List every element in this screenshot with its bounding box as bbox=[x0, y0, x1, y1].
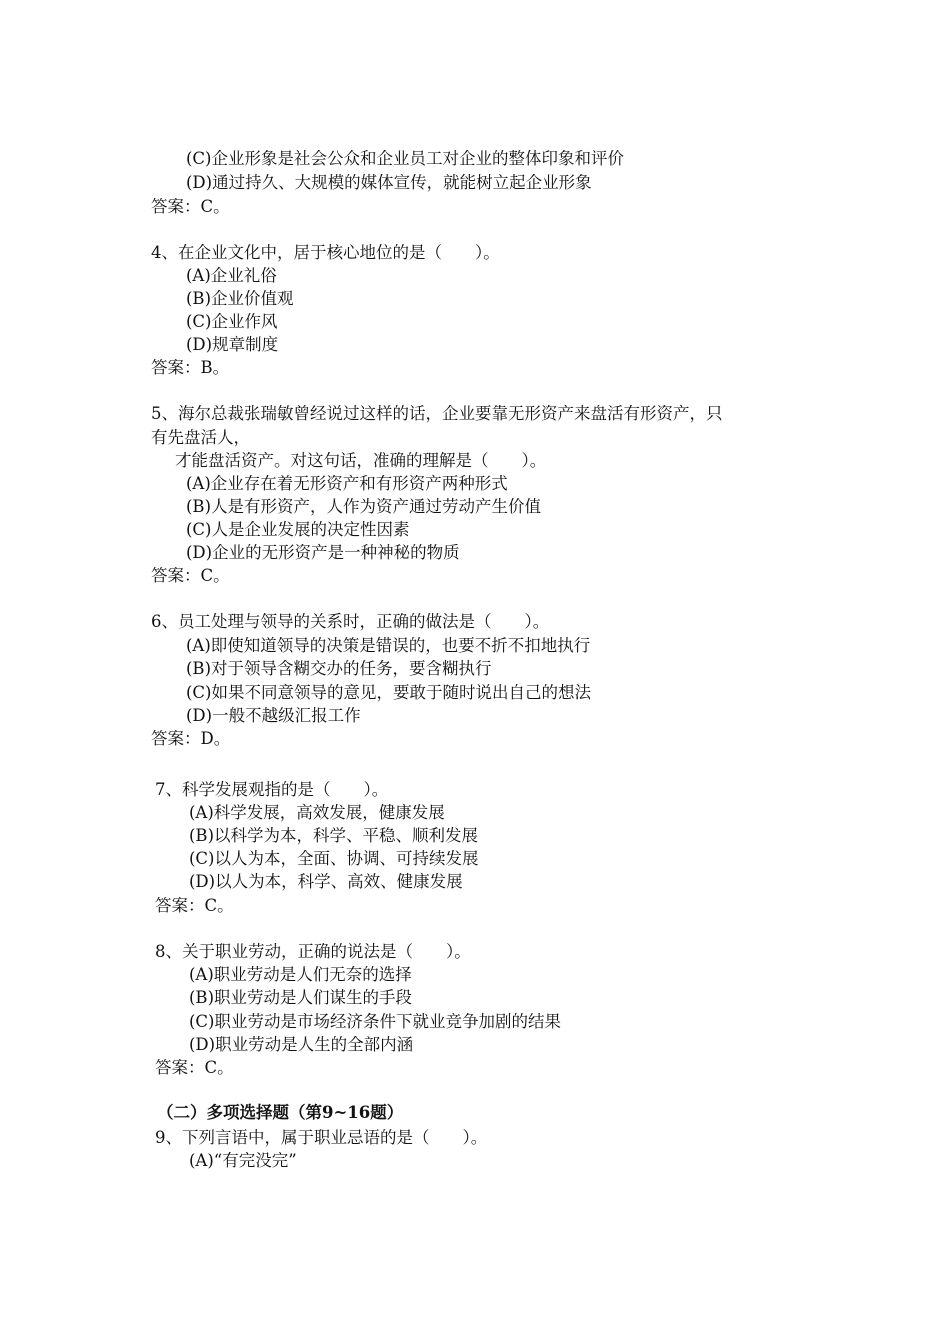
q5-stem-line-3: 才能盘活资产。对这句话，准确的理解是（ ）。 bbox=[175, 451, 547, 470]
q6-option-b: (B)对于领导含糊交办的任务，要含糊执行 bbox=[186, 659, 492, 678]
q8-answer: 答案：C。 bbox=[155, 1058, 234, 1077]
q6-option-a: (A)即使知道领导的决策是错误的，也要不折不扣地执行 bbox=[186, 636, 591, 655]
q6-answer: 答案：D。 bbox=[151, 729, 231, 748]
q5-stem-line-2: 有先盘活人， bbox=[151, 428, 250, 447]
q4-stem: 4、在企业文化中，居于核心地位的是（ ）。 bbox=[151, 243, 500, 262]
q5-option-b: (B)人是有形资产，人作为资产通过劳动产生价值 bbox=[186, 497, 541, 516]
q7-option-a: (A)科学发展，高效发展，健康发展 bbox=[189, 803, 445, 822]
q5-answer: 答案：C。 bbox=[151, 566, 230, 585]
q3-answer: 答案：C。 bbox=[151, 197, 230, 216]
q3-option-d: (D)通过持久、大规模的媒体宣传，就能树立起企业形象 bbox=[186, 173, 592, 192]
q7-answer: 答案：C。 bbox=[155, 896, 234, 915]
section-heading: （二）多项选择题（第9~16题） bbox=[157, 1103, 404, 1122]
q8-option-c: (C)职业劳动是市场经济条件下就业竞争加剧的结果 bbox=[189, 1012, 561, 1031]
q4-option-a: (A)企业礼俗 bbox=[186, 266, 277, 285]
q7-option-b: (B)以科学为本，科学、平稳、顺利发展 bbox=[189, 826, 478, 845]
q8-option-d: (D)职业劳动是人生的全部内涵 bbox=[189, 1035, 414, 1054]
q8-stem: 8、关于职业劳动，正确的说法是（ ）。 bbox=[155, 942, 471, 961]
q9-stem: 9、下列言语中，属于职业忌语的是（ ）。 bbox=[155, 1128, 488, 1147]
q4-option-b: (B)企业价值观 bbox=[186, 289, 294, 308]
q4-option-c: (C)企业作风 bbox=[186, 312, 278, 331]
q4-option-d: (D)规章制度 bbox=[186, 335, 279, 354]
q6-stem: 6、员工处理与领导的关系时，正确的做法是（ ）。 bbox=[151, 612, 550, 631]
q5-option-c: (C)人是企业发展的决定性因素 bbox=[186, 520, 410, 539]
q4-answer: 答案：B。 bbox=[151, 358, 230, 377]
q8-option-a: (A)职业劳动是人们无奈的选择 bbox=[189, 965, 412, 984]
q8-option-b: (B)职业劳动是人们谋生的手段 bbox=[189, 988, 412, 1007]
q7-stem: 7、科学发展观指的是（ ）。 bbox=[155, 780, 389, 799]
q6-option-c: (C)如果不同意领导的意见，要敢于随时说出自己的想法 bbox=[186, 683, 591, 702]
q5-option-d: (D)企业的无形资产是一种神秘的物质 bbox=[186, 543, 460, 562]
q9-option-a: (A)“有完没完” bbox=[189, 1151, 297, 1170]
q6-option-d: (D)一般不越级汇报工作 bbox=[186, 706, 361, 725]
q3-option-c: (C)企业形象是社会公众和企业员工对企业的整体印象和评价 bbox=[186, 149, 624, 168]
q5-option-a: (A)企业存在着无形资产和有形资产两种形式 bbox=[186, 474, 508, 493]
q7-option-c: (C)以人为本，全面、协调、可持续发展 bbox=[189, 849, 479, 868]
q7-option-d: (D)以人为本，科学、高效、健康发展 bbox=[189, 872, 463, 891]
q5-stem-line-1: 5、海尔总裁张瑞敏曾经说过这样的话，企业要靠无形资产来盘活有形资产，只 bbox=[151, 404, 723, 423]
